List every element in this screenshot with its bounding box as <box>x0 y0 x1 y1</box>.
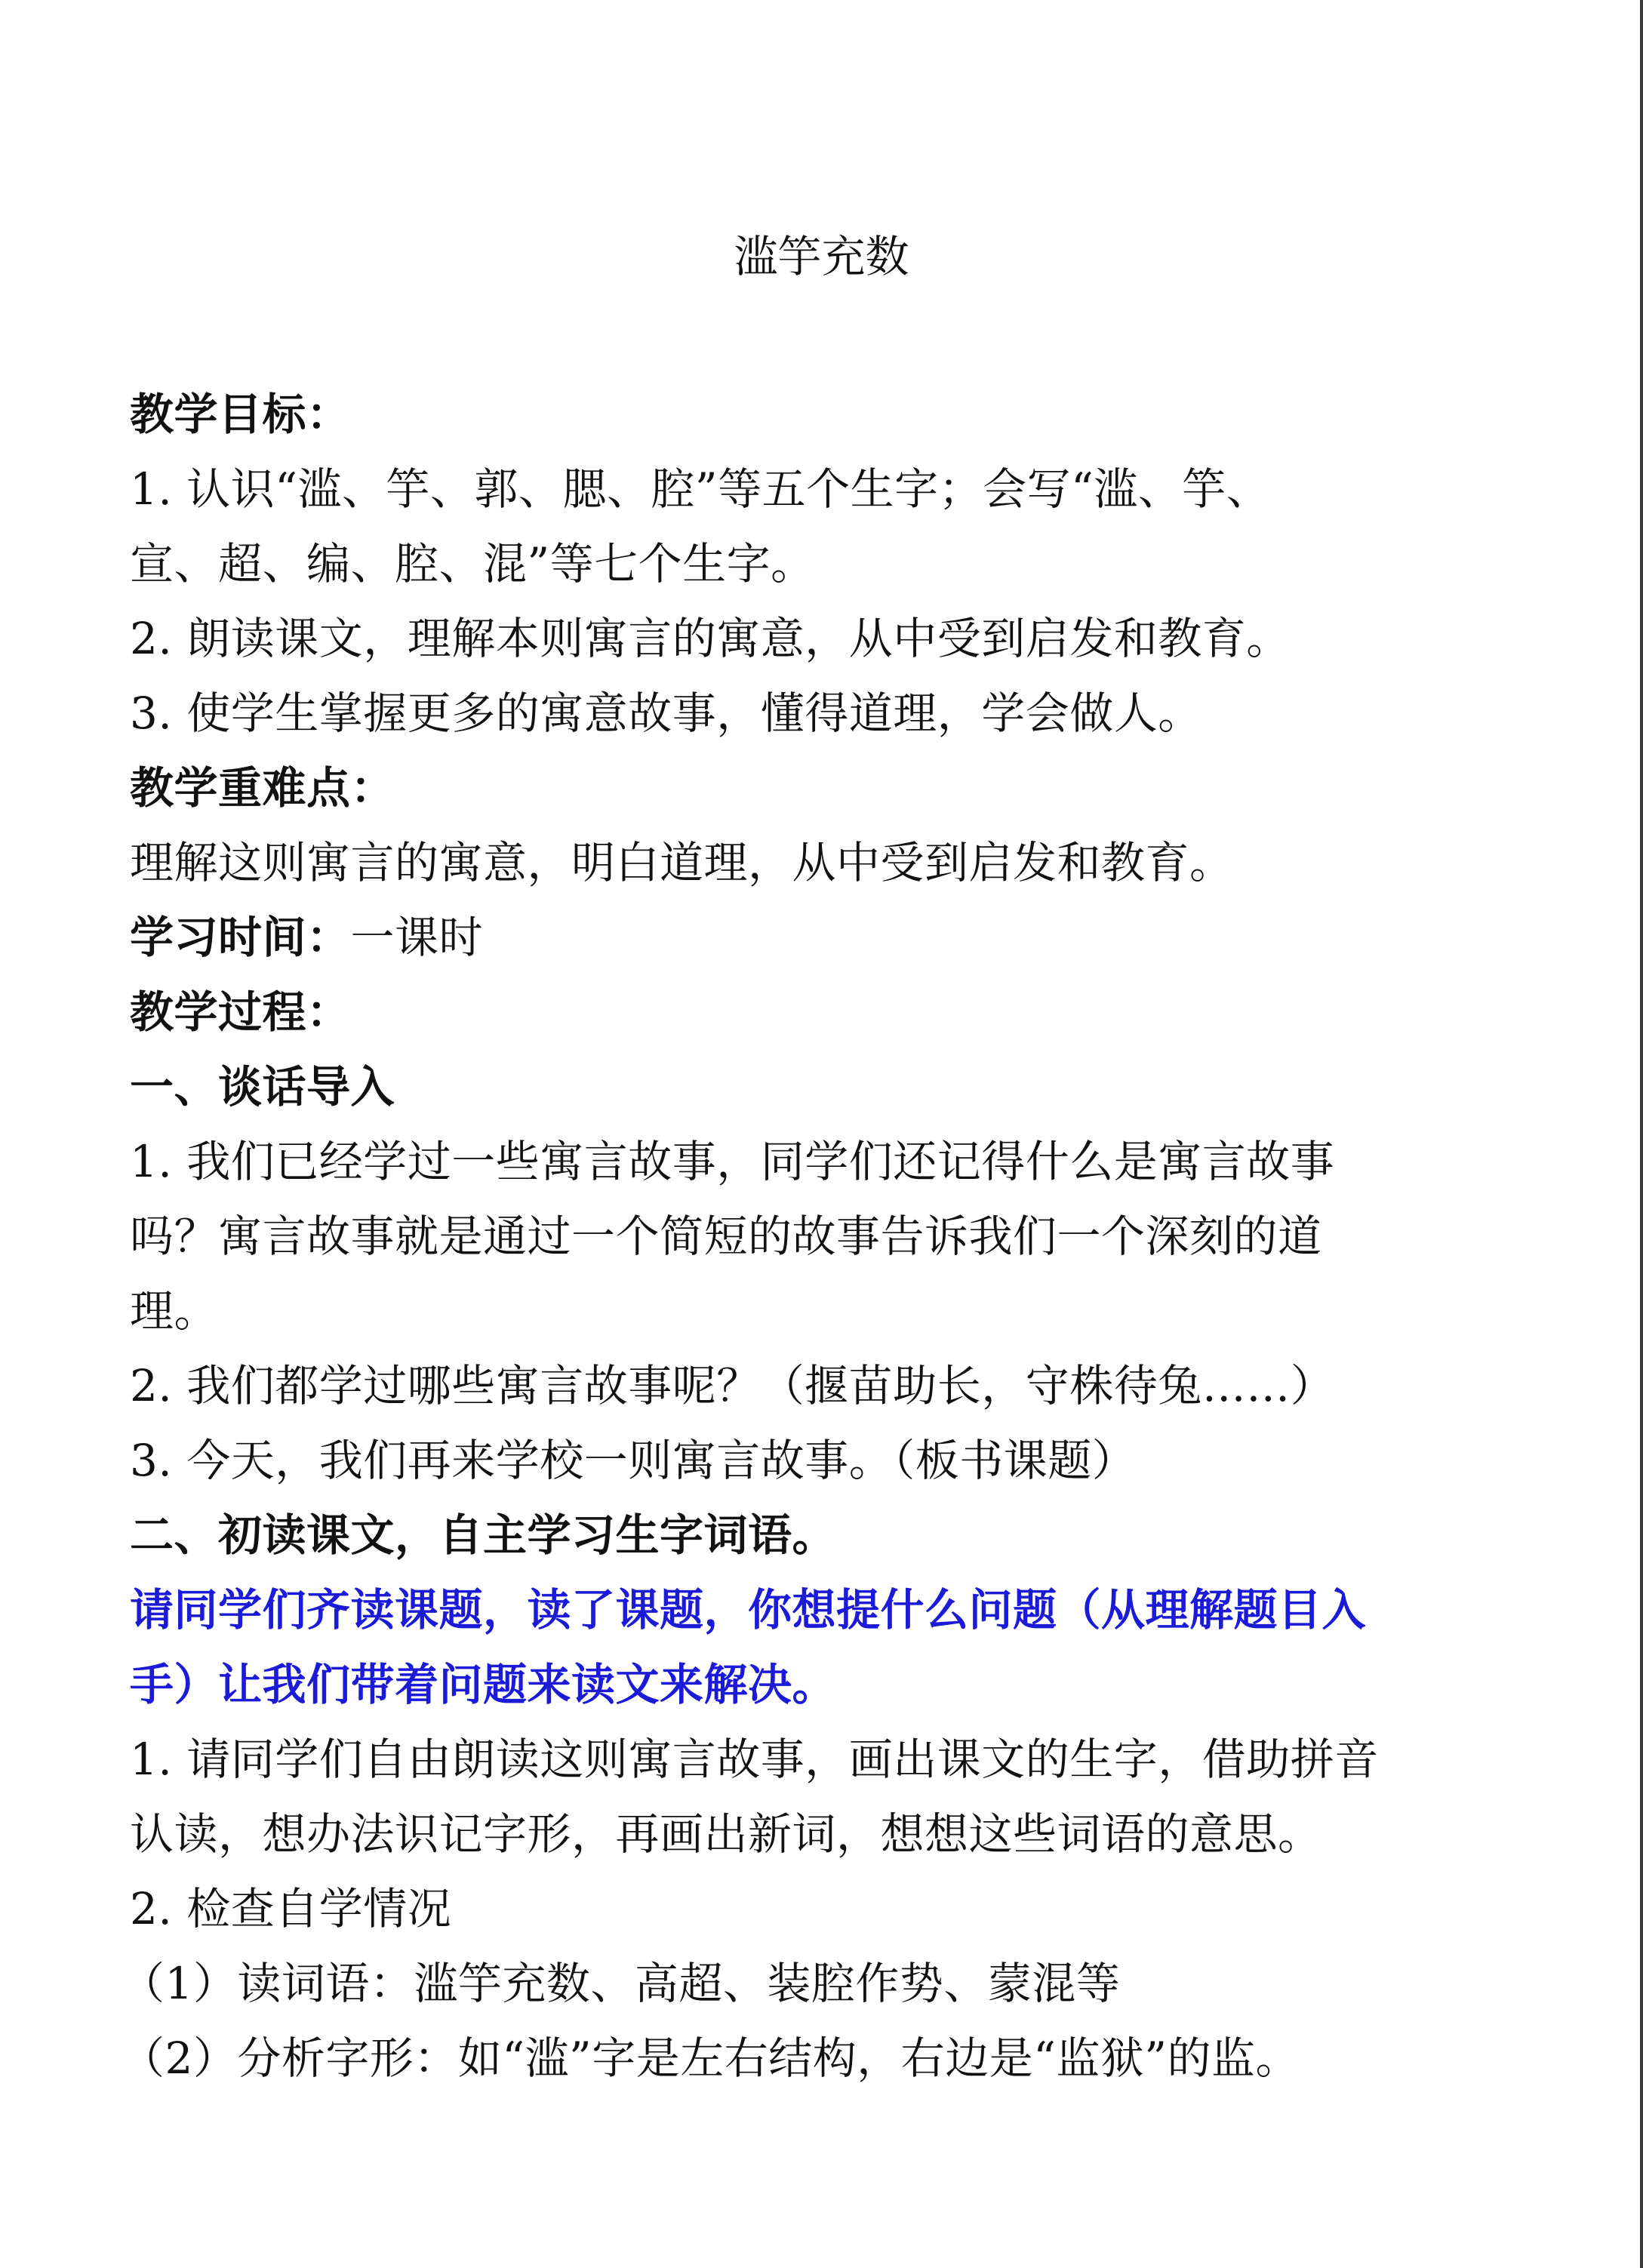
section-2-heading: 二、初读课文，自主学习生字词语。 <box>130 1509 837 1561</box>
study-time <box>130 900 1526 975</box>
section-1-item-2: 2. 我们都学过哪些寓言故事呢？（揠苗助长，守株待兔……） <box>130 1360 1335 1411</box>
section-2-item-2: 2. 检查自学情况 <box>130 1883 452 1934</box>
key-points-heading: 教学重难点： <box>130 762 395 814</box>
objective-2: 2. 朗读课文，理解本则寓言的寓意，从中受到启发和教育。 <box>130 613 1291 664</box>
section-2-item-1-line-1: 1. 请同学们自由朗读这则寓言故事，画出课文的生字，借助拼音 <box>130 1734 1379 1785</box>
objective-1-line-2: 宣、超、编、腔、混”等七个生字。 <box>130 538 815 589</box>
page-edge <box>1640 0 1643 2268</box>
key-points-text: 理解这则寓言的寓意，明白道理，从中受到启发和教育。 <box>130 837 1234 888</box>
process-heading: 教学过程： <box>130 986 351 1038</box>
section-2-sub-1: （1）读词语：滥竽充数、高超、装腔作势、蒙混等 <box>121 1958 1121 2009</box>
section-2-item-1-line-2: 认读，想办法识记字形，再画出新词，想想这些词语的意思。 <box>130 1808 1322 1860</box>
objective-3: 3. 使学生掌握更多的寓意故事，懂得道理，学会做人。 <box>130 688 1202 739</box>
section-1-item-3: 3. 今天，我们再来学校一则寓言故事。（板书课题） <box>130 1435 1137 1486</box>
section-1-item-1-line-2: 吗？寓言故事就是通过一个简短的故事告诉我们一个深刻的道 <box>130 1211 1322 1262</box>
study-time-label: 学习时间： <box>130 912 351 963</box>
section-1-item-1-line-1: 1. 我们已经学过一些寓言故事，同学们还记得什么是寓言故事 <box>130 1136 1335 1187</box>
study-time-value: 一课时 <box>350 912 484 963</box>
objective-1-line-1: 1. 认识“滥、竽、郭、腮、腔”等五个生字；会写“滥、竽、 <box>130 463 1271 515</box>
section-2-prompt-line-1: 请同学们齐读课题，读了课题，你想提什么问题（从理解题目入 <box>130 1584 1367 1636</box>
section-1-heading: 一、谈话导入 <box>130 1061 395 1112</box>
objectives-heading: 教学目标： <box>130 389 351 440</box>
section-2-prompt-line-2: 手）让我们带着问题来读文来解决。 <box>130 1659 837 1710</box>
section-2-sub-2: （2）分析字形：如“滥”字是左右结构，右边是“监狱”的监。 <box>121 2033 1300 2084</box>
section-1-item-1-line-3: 理。 <box>130 1285 219 1337</box>
document-title: 滥竽充数 <box>734 231 909 282</box>
document-body <box>121 377 1526 2096</box>
